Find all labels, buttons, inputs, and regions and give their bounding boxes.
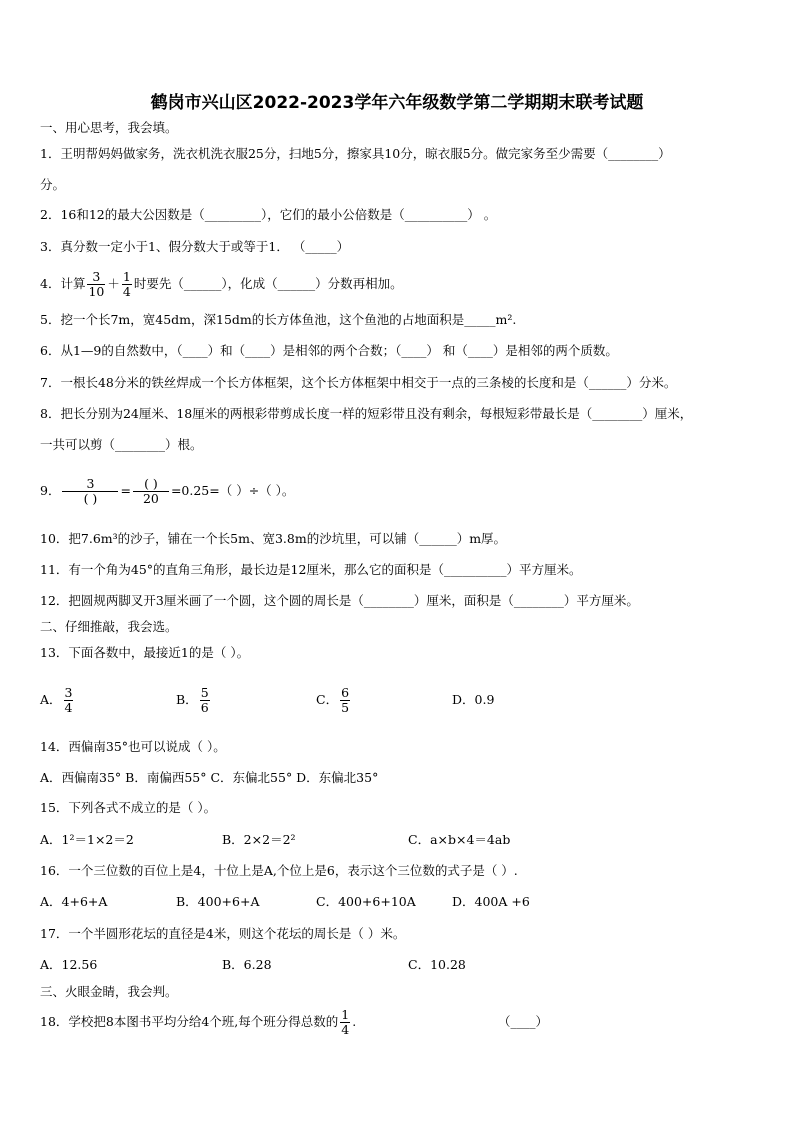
question-15: 15．下列各式不成立的是（ ）。	[40, 800, 217, 815]
q15-option-c: C．a×b×4＝4ab	[408, 832, 511, 847]
q16-option-b: B．400+6+A	[176, 894, 260, 909]
q13-option-b: B． $\frac{5}{6}$	[176, 685, 209, 715]
q17-option-a: A．12.56	[40, 957, 98, 972]
q18-text: 18．学校把8本图书平均分给4个班,每个班分得总数的	[40, 1014, 339, 1029]
q17-option-c: C．10.28	[408, 957, 466, 972]
q13-option-a: A． $\frac{3}{4}$	[40, 685, 73, 715]
question-11: 11．有一个角为45°的直角三角形，最长边是12厘米，那么它的面积是（__________）平方厘米。	[40, 562, 582, 577]
question-8-line-1: 8．把长分别为24厘米、18厘米的两根彩带剪成长度一样的短彩带且没有剩余，每根短彩带最长是（________）厘米，	[40, 406, 693, 421]
question-16: 16．一个三位数的百位上是4，十位上是A,个位上是6，表示这个三位数的式子是（ ）.	[40, 863, 518, 878]
question-5: 5．挖一个长7m，宽45dm，深15dm的长方体鱼池，这个鱼池的占地面积是_____m².	[40, 312, 517, 327]
question-2: 2．16和12的最大公因数是（_________），它们的最小公倍数是（__________） 。	[40, 207, 497, 222]
q16-option-a: A．4+6+A	[40, 894, 108, 909]
question-1-line-2: 分。	[40, 177, 66, 192]
q16-option-d: D．400A +6	[452, 894, 530, 909]
question-9	[40, 472, 294, 510]
q15-option-a: A．1²＝1×2＝2	[40, 832, 134, 847]
question-13: 13．下面各数中，最接近1的是（ ）。	[40, 645, 250, 660]
q13-option-d: D．0.9	[452, 692, 495, 707]
q16-option-c: C．400+6+10A	[316, 894, 416, 909]
question-8-line-2: 一共可以剪（________）根。	[40, 437, 203, 452]
q4-prefix: 4．计算	[40, 276, 86, 291]
question-12: 12．把圆规两脚叉开3厘米画了一个圆，这个圆的周长是（________）厘米，面积是（________）平方厘米。	[40, 593, 639, 608]
equals-sign: =	[120, 483, 131, 498]
fraction-3-10: $\frac{3}{10}$	[88, 269, 105, 299]
q17-option-b: B．6.28	[222, 957, 272, 972]
section-heading-fill: 一、用心思考，我会填。	[40, 120, 178, 135]
fraction-3-4: $\frac{3}{4}$	[64, 685, 73, 715]
question-7: 7．一根长48分米的铁丝焊成一个长方体框架，这个长方体框架中相交于一点的三条棱的长度和是（______）分米。	[40, 375, 677, 390]
fraction-1-4: $\frac{1}{4}$	[122, 269, 131, 299]
q9-prefix: 9．	[40, 483, 61, 498]
question-1-line-1: 1．王明帮妈妈做家务，洗衣机洗衣服25分，扫地5分，擦家具10分，晾衣服5分。做完家务至少需要（________）	[40, 146, 671, 161]
section-heading-choose: 二、仔细推敲，我会选。	[40, 619, 178, 634]
question-10: 10．把7.6m³的沙子，铺在一个长5m、宽3.8m的沙坑里，可以铺（______）m厚。	[40, 531, 507, 546]
section-heading-judge: 三、火眼金睛，我会判。	[40, 984, 178, 999]
question-17: 17．一个半圆形花坛的直径是4米，则这个花坛的周长是（ ）米。	[40, 926, 406, 941]
question-4	[40, 266, 403, 302]
q18-period: .	[352, 1014, 357, 1029]
question-3: 3．真分数一定小于1、假分数大于或等于1． （_____）	[40, 239, 350, 254]
fraction-5-6: $\frac{5}{6}$	[200, 685, 209, 715]
q9-suffix: =0.25=（ ）÷（ ）。	[170, 483, 295, 498]
question-6: 6．从1—9的自然数中，（____）和（____）是相邻的两个合数；（____） 和（____）是相邻的两个质数。	[40, 343, 618, 358]
fraction-blank-20: $\frac{( )}{20}$	[133, 477, 169, 506]
q14-options: A．西偏南35° B．南偏西55° C．东偏北55° D．东偏北35°	[40, 770, 379, 785]
question-14: 14．西偏南35°也可以说成（ ）。	[40, 739, 226, 754]
question-18	[40, 1004, 356, 1040]
q13-option-c: C． $\frac{6}{5}$	[316, 685, 350, 715]
fraction-6-5: $\frac{6}{5}$	[341, 685, 350, 715]
plus-sign: ＋	[107, 276, 120, 291]
page-title: 鹤岗市兴山区2022-2023学年六年级数学第二学期期末联考试题	[150, 93, 644, 113]
q4-suffix: 时要先（______），化成（______）分数再相加。	[133, 276, 403, 291]
fraction-3-blank: $\frac{3}{( )}$	[62, 477, 118, 506]
q18-answer-blank: （____）	[498, 1014, 549, 1029]
fraction-1-4: $\frac{1}{4}$	[341, 1007, 350, 1037]
q15-option-b: B．2×2＝2²	[222, 832, 296, 847]
